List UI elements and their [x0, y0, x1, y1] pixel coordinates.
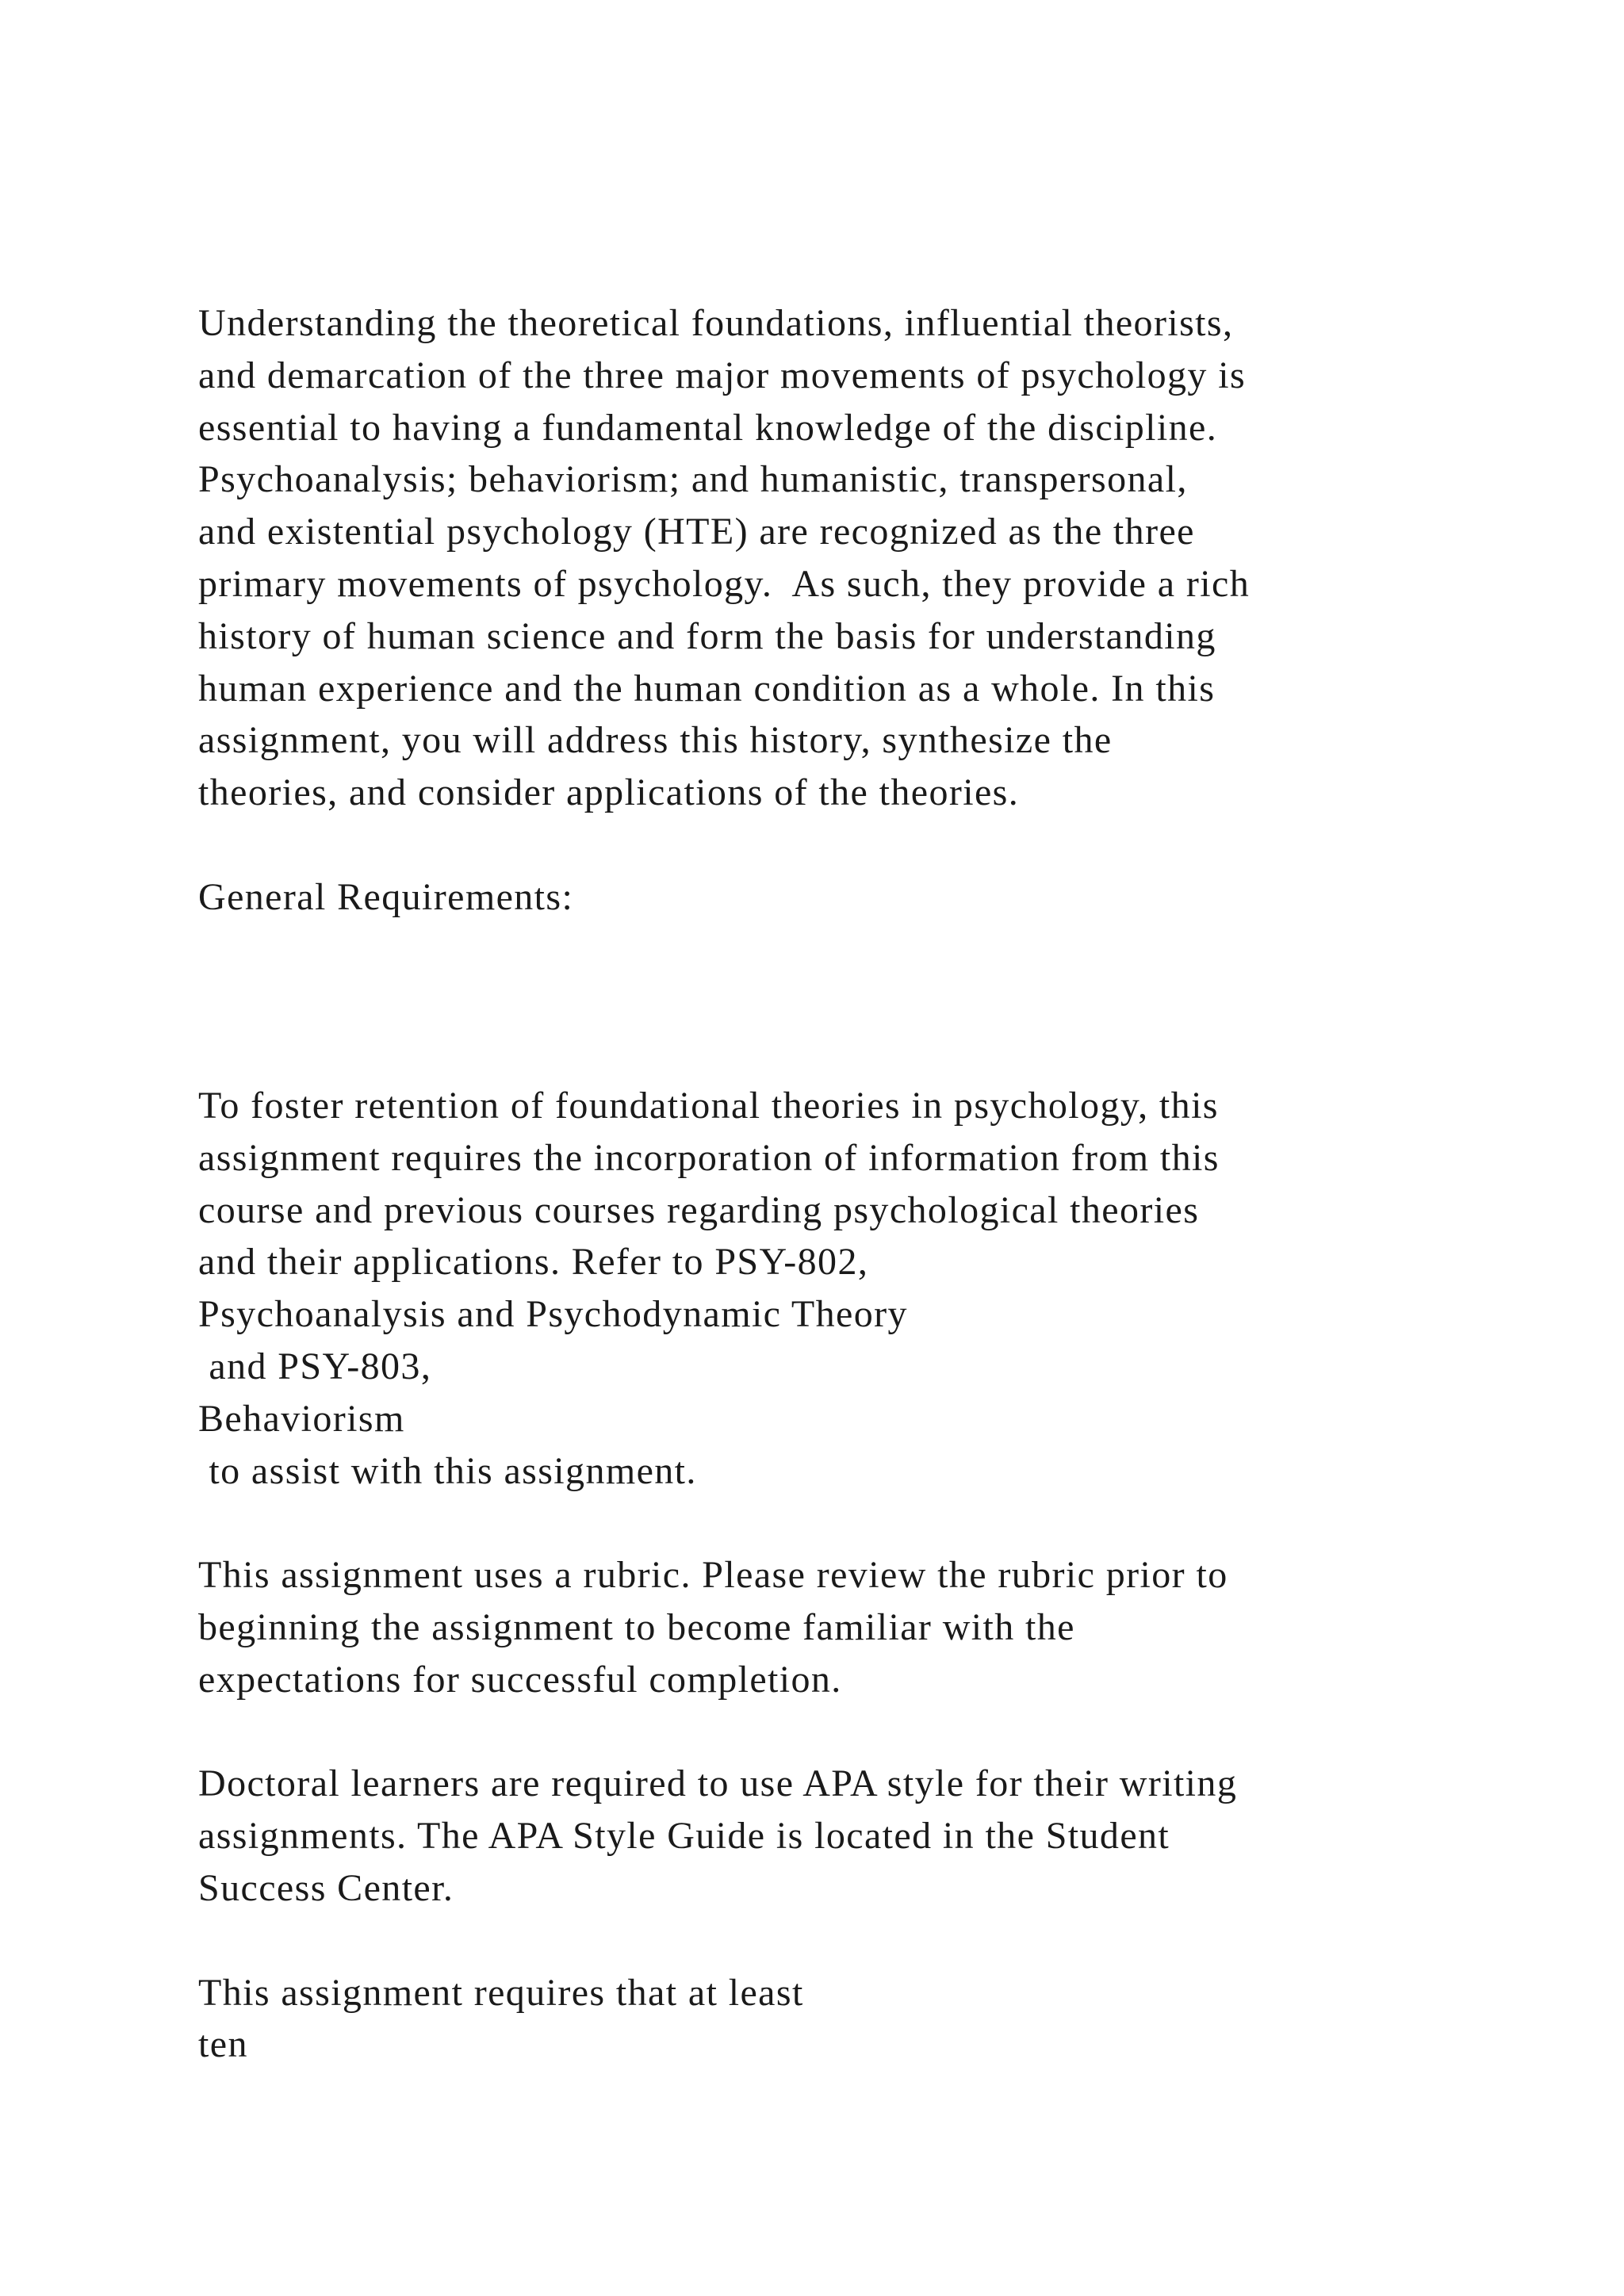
text-line: Psychoanalysis; behaviorism; and humanistic, transpersonal,	[198, 458, 1188, 501]
blank-line	[198, 1027, 1546, 1080]
blank-line	[198, 1915, 1546, 1967]
text-line: This assignment uses a rubric. Please review the rubric prior to	[198, 1554, 1228, 1597]
course-title-line: Psychoanalysis and Psychodynamic Theory	[198, 1293, 908, 1336]
text-line: ten	[198, 2023, 248, 2066]
text-line: history of human science and form the basis for understanding	[198, 614, 1216, 657]
text-line: expectations for successful completion.	[198, 1658, 842, 1701]
text-line: Success Center.	[198, 1866, 454, 1909]
text-line: assignments. The APA Style Guide is located in the Student	[198, 1815, 1170, 1858]
document-body	[198, 297, 1546, 2071]
text-line: beginning the assignment to become familiar with the	[198, 1605, 1075, 1648]
blank-line	[198, 975, 1546, 1027]
text-line: course and previous courses regarding psychological theories	[198, 1188, 1200, 1231]
blank-line	[198, 819, 1546, 871]
text-line: human experience and the human condition as a whole. In this	[198, 667, 1216, 710]
section-heading: General Requirements:	[198, 875, 574, 918]
text-line: Understanding the theoretical foundations, influential theorists,	[198, 302, 1234, 344]
course-title-line: Behaviorism	[198, 1397, 405, 1440]
text-line: theories, and consider applications of the theories.	[198, 771, 1020, 814]
text-line: and existential psychology (HTE) are recognized as the three	[198, 511, 1195, 553]
text-line: assignment, you will address this history, synthesize the	[198, 719, 1113, 762]
text-line: and demarcation of the three major movements of psychology is	[198, 354, 1247, 396]
blank-line	[198, 1706, 1546, 1758]
text-line: This assignment requires that at least	[198, 1971, 804, 2014]
text-line: assignment requires the incorporation of information from this	[198, 1136, 1220, 1179]
text-line: to assist with this assignment.	[198, 1449, 697, 1492]
text-line: Doctoral learners are required to use APA style for their writing	[198, 1762, 1238, 1805]
text-line: To foster retention of foundational theories in psychology, this	[198, 1084, 1219, 1127]
text-line: and PSY-803,	[198, 1345, 432, 1387]
text-line: and their applications. Refer to PSY-802,	[198, 1241, 869, 1284]
blank-line	[198, 1497, 1546, 1549]
text-line: essential to having a fundamental knowledge of the discipline.	[198, 406, 1218, 449]
blank-line	[198, 924, 1546, 976]
text-line: primary movements of psychology. As such, they provide a rich	[198, 562, 1251, 605]
